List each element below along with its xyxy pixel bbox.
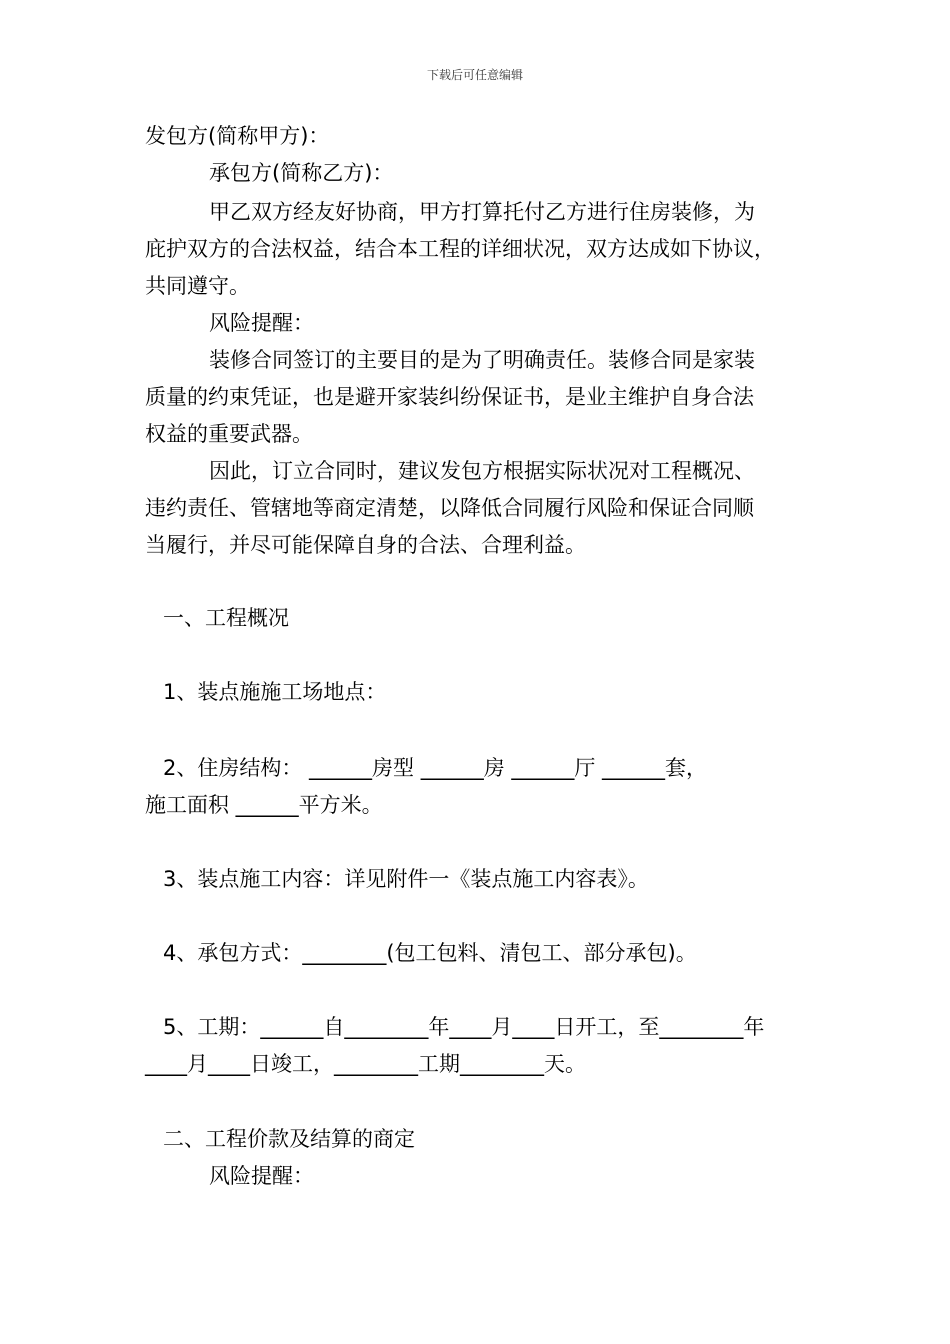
item-5-schedule-line-1: 5、工期：______自________年____月____日开工，至________年: [163, 1015, 765, 1039]
item-4-contract-method: 4、承包方式：________(包工包料、清包工、部分承包)。: [163, 941, 697, 965]
item-2-housing-structure: 2、住房结构： ______房型 ______房 ______厅 ______套，: [163, 756, 708, 780]
section-2-heading: 二、工程价款及结算的商定: [163, 1127, 415, 1151]
party-b-line: 承包方(简称乙方)：: [209, 161, 394, 185]
intro-paragraph-line-1: 甲乙双方经友好协商，甲方打算托付乙方进行住房装修，为: [209, 200, 755, 224]
item-2-construction-area: 施工面积 ______平方米。: [145, 793, 383, 817]
advice-paragraph-line-1: 因此，订立合同时，建议发包方根据实际状况对工程概况、: [209, 459, 755, 483]
item-5-schedule-line-2: ____月____日竣工，________工期________天。: [145, 1052, 586, 1076]
risk-paragraph-line-2: 质量的约束凭证，也是避开家装纠纷保证书，是业主维护自身合法: [145, 385, 754, 409]
item-3-construction-content: 3、装点施工内容：详见附件一《装点施工内容表》。: [163, 867, 649, 891]
advice-paragraph-line-2: 违约责任、管辖地等商定清楚，以降低合同履行风险和保证合同顺: [145, 496, 754, 520]
party-a-line: 发包方(简称甲方)：: [145, 124, 330, 148]
intro-paragraph-line-3: 共同遵守。: [145, 274, 250, 298]
risk-paragraph-line-1: 装修合同签订的主要目的是为了明确责任。装修合同是家装: [209, 348, 755, 372]
item-1-site-location: 1、装点施施工场地点：: [163, 680, 387, 704]
risk-reminder-heading: 风险提醒：: [209, 311, 314, 335]
risk-reminder-heading-2: 风险提醒：: [209, 1164, 314, 1188]
risk-paragraph-line-3: 权益的重要武器。: [145, 422, 313, 446]
advice-paragraph-line-3: 当履行，并尽可能保障自身的合法、合理利益。: [145, 533, 586, 557]
intro-paragraph-line-2: 庇护双方的合法权益，结合本工程的详细状况，双方达成如下协议，: [145, 237, 775, 261]
header-note: 下载后可任意编辑: [426, 68, 523, 82]
section-1-heading: 一、工程概况: [163, 606, 289, 630]
